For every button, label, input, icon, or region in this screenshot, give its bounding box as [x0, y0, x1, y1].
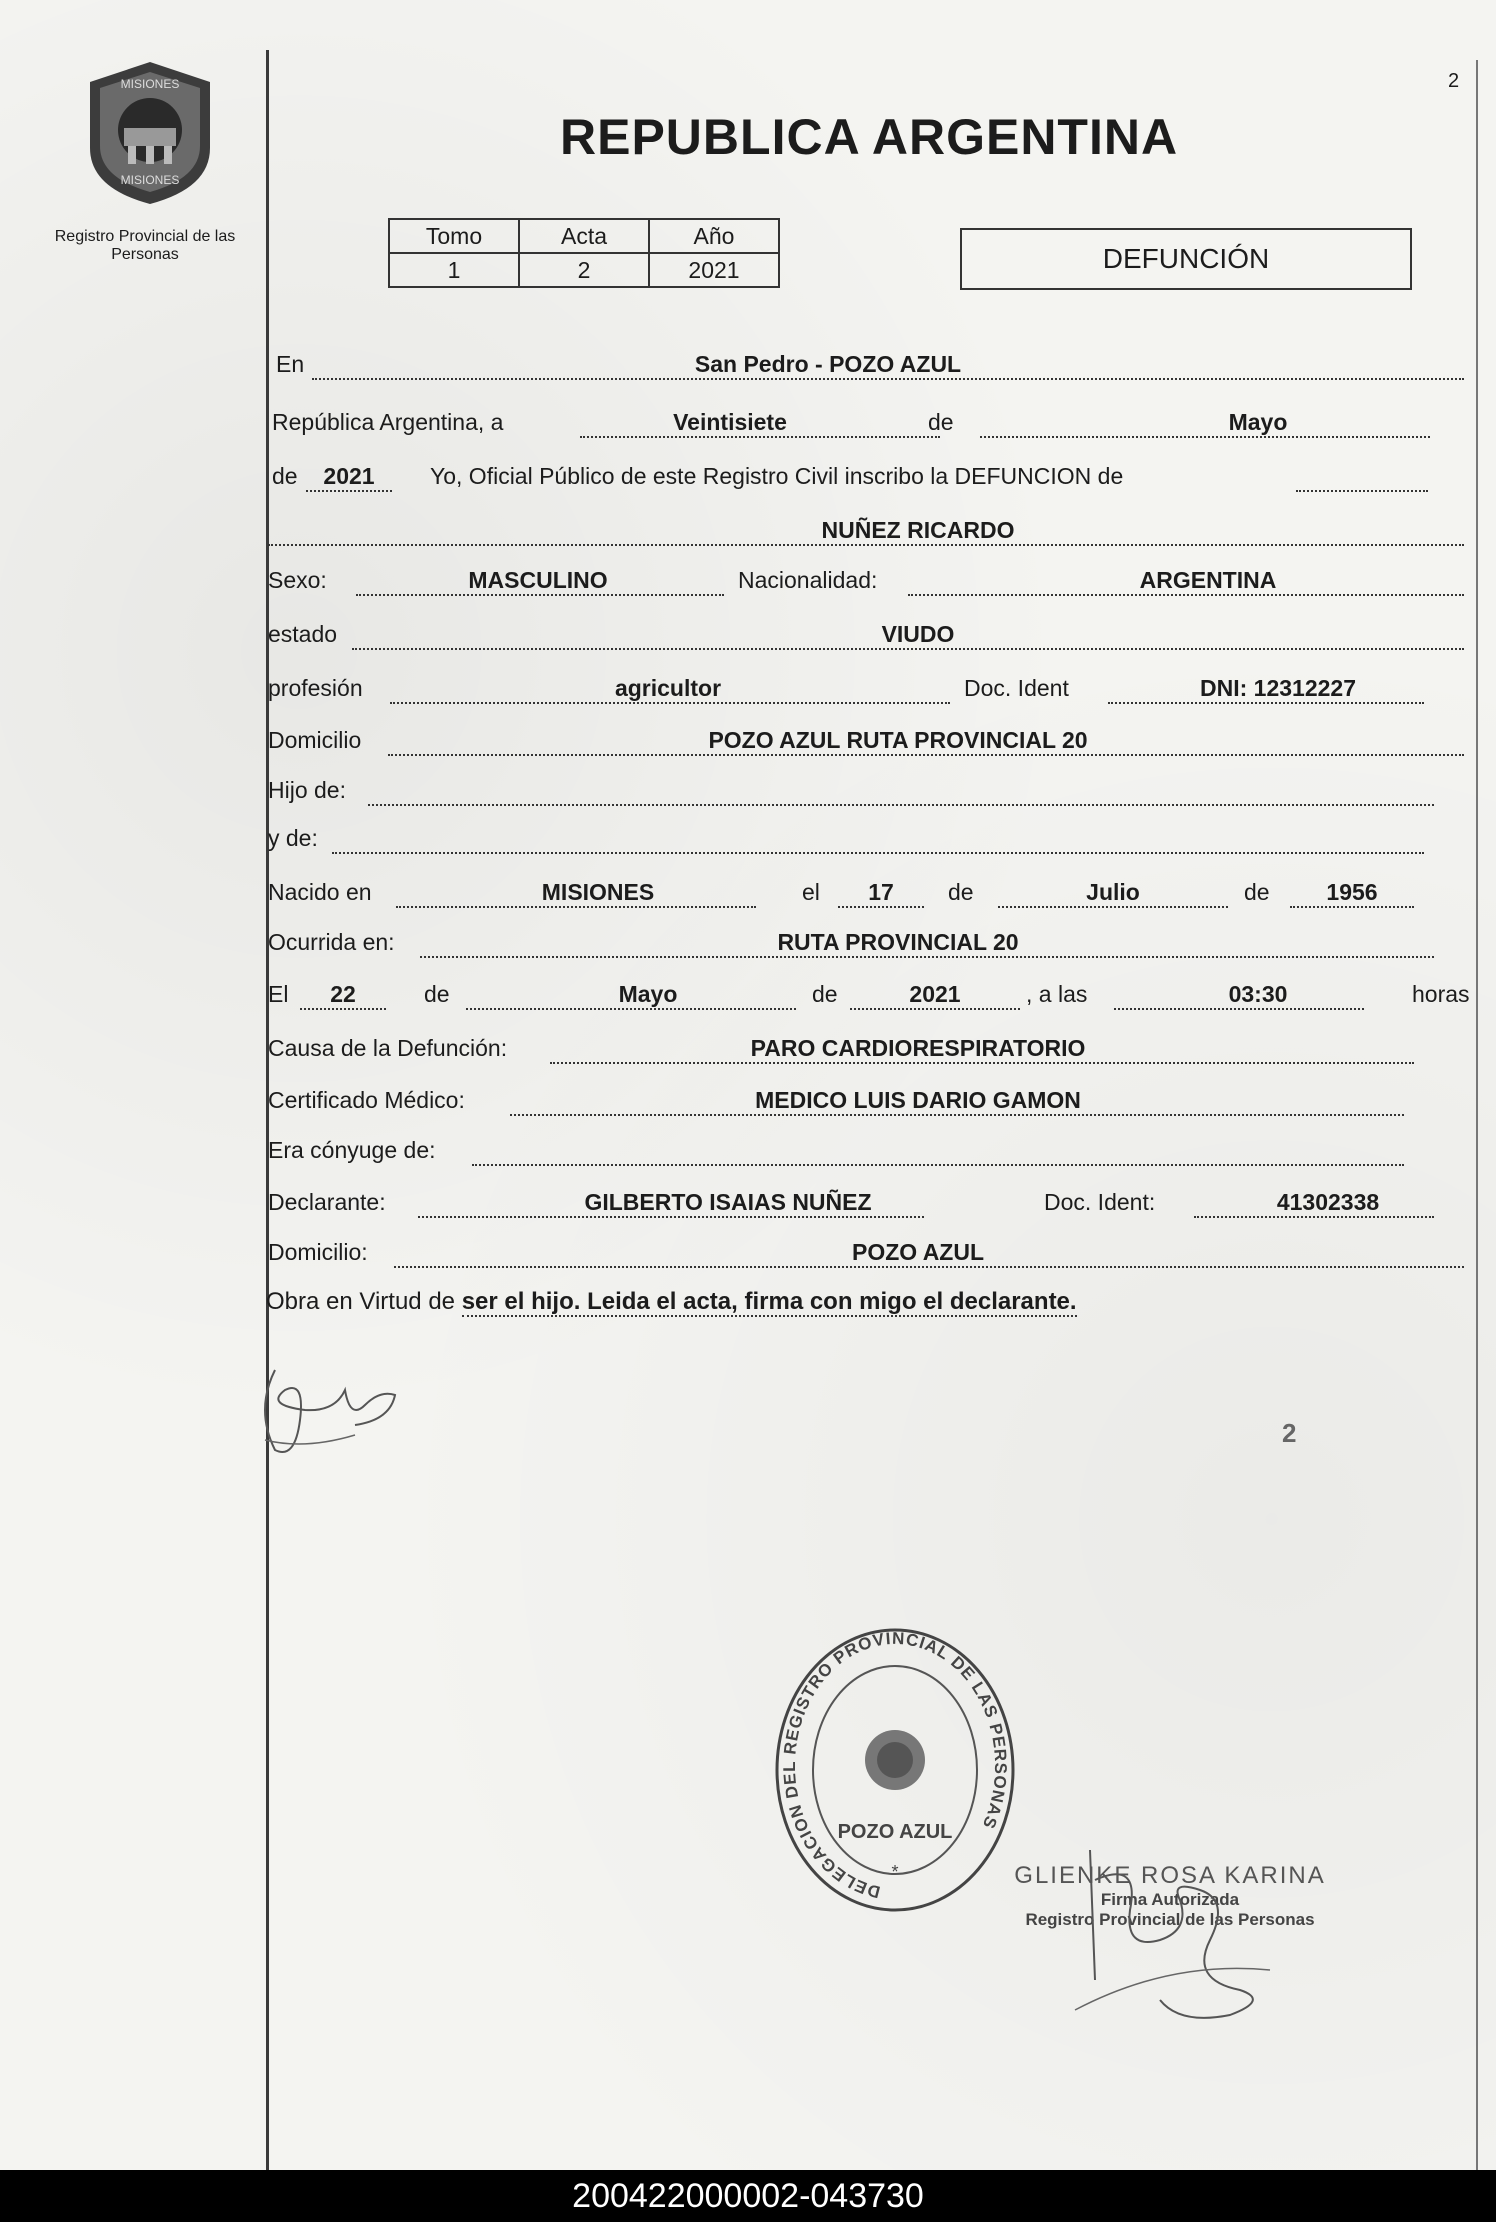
label-el: el	[802, 879, 820, 905]
act-type-box: DEFUNCIÓN	[960, 228, 1412, 290]
label-estado: estado	[268, 621, 338, 647]
label-a-las: , a las	[1026, 981, 1088, 1007]
dotted-line	[388, 754, 1464, 756]
value-year: 2021	[323, 463, 375, 489]
row-declarant	[268, 1182, 1464, 1222]
value-death-day: 22	[330, 981, 356, 1007]
dotted-line	[356, 594, 724, 596]
row-estado	[268, 614, 1464, 654]
row-hijo-de	[268, 770, 1464, 810]
seal-center-text: POZO AZUL	[837, 1821, 953, 1843]
seal-ring-text: DELEGACION DEL REGISTRO PROVINCIAL DE LAS PERSONAS	[780, 1628, 1011, 1902]
dotted-line	[1108, 702, 1424, 704]
value-declarante: GILBERTO ISAIAS NUÑEZ	[584, 1189, 872, 1215]
label-de-death-year: de	[812, 981, 838, 1007]
value-birth-year: 1956	[1326, 879, 1378, 905]
official-signature	[1070, 1840, 1280, 2030]
tomo-header: Tomo	[389, 219, 519, 253]
row-y-de	[268, 818, 1464, 858]
label-obra: Obra en Virtud de	[266, 1288, 456, 1315]
label-domicilio-declarante: Domicilio:	[268, 1239, 368, 1265]
value-deceased-name: NUÑEZ RICARDO	[821, 517, 1015, 543]
label-profesion: profesión	[268, 675, 363, 701]
label-de: de	[928, 409, 954, 435]
dotted-line	[312, 378, 1464, 380]
label-doc-ident-declarante: Doc. Ident:	[1044, 1189, 1156, 1215]
label-de-birth-year: de	[1244, 879, 1270, 905]
page-title: REPUBLICA ARGENTINA	[560, 109, 1179, 165]
acta-header: Acta	[519, 219, 649, 253]
label-causa: Causa de la Defunción:	[268, 1035, 508, 1061]
value-doc-ident: DNI: 12312227	[1200, 675, 1356, 701]
dotted-line	[1296, 490, 1428, 492]
row-date	[268, 402, 1464, 442]
dotted-line	[332, 852, 1424, 854]
authority-role: Firma Autorizada	[1100, 1890, 1240, 1909]
dotted-line	[580, 436, 940, 438]
dotted-line	[268, 544, 1464, 546]
dotted-line	[394, 1266, 1464, 1268]
row-obra	[266, 1288, 1077, 1316]
page-number: 2	[1448, 70, 1460, 92]
label-sexo: Sexo:	[268, 567, 327, 593]
value-declarante-domicilio: POZO AZUL	[851, 1239, 985, 1265]
province-emblem-logo	[80, 58, 220, 208]
declarant-signature	[245, 1350, 415, 1470]
row-year	[268, 456, 1464, 496]
value-place: San Pedro - POZO AZUL	[694, 351, 962, 377]
side-mark: 2	[1282, 1418, 1297, 1448]
value-ocurrida-en: RUTA PROVINCIAL 20	[777, 929, 1019, 955]
right-margin-line	[1476, 60, 1478, 2180]
dotted-line	[850, 1008, 1020, 1010]
label-en: En	[276, 351, 305, 377]
dotted-line	[980, 436, 1430, 438]
value-domicilio: POZO AZUL RUTA PROVINCIAL 20	[708, 727, 1088, 753]
dotted-line	[510, 1114, 1404, 1116]
dotted-line	[466, 1008, 796, 1010]
document-barcode-footer: 200422000002-043730	[0, 2170, 1496, 2222]
label-horas: horas	[1412, 981, 1470, 1007]
official-seal	[770, 1620, 1020, 1920]
dotted-line	[908, 594, 1464, 596]
dotted-line	[1194, 1216, 1434, 1218]
emblem-top-text: MISIONES	[120, 77, 180, 91]
row-cause	[268, 1028, 1464, 1068]
label-certificado: Certificado Médico:	[268, 1087, 465, 1113]
row-declarant-address	[268, 1232, 1464, 1272]
row-sex-nationality	[268, 560, 1464, 600]
svg-text:*: *	[891, 1862, 899, 1882]
row-deceased	[268, 510, 1464, 550]
value-birth-day: 17	[868, 879, 894, 905]
dotted-line	[420, 956, 1434, 958]
dotted-line	[998, 906, 1228, 908]
dotted-line	[390, 702, 950, 704]
dotted-line	[418, 1216, 924, 1218]
label-nacido-en: Nacido en	[268, 879, 372, 905]
label-republica: República Argentina, a	[272, 409, 504, 435]
value-birth-month: Julio	[1086, 879, 1140, 905]
label-de-birth: de	[948, 879, 974, 905]
row-profession	[268, 668, 1464, 708]
dotted-line	[396, 906, 756, 908]
value-nacido-en: MISIONES	[541, 879, 655, 905]
dotted-line	[1114, 1008, 1364, 1010]
value-death-month: Mayo	[618, 981, 678, 1007]
row-place	[268, 344, 1464, 384]
value-causa: PARO CARDIORESPIRATORIO	[750, 1035, 1086, 1061]
value-month: Mayo	[1228, 409, 1288, 435]
value-obra-text: ser el hijo. Leida el acta, firma con migo el declarante.	[461, 1288, 1077, 1315]
label-nacionalidad: Nacionalidad:	[738, 567, 878, 593]
label-doc-ident: Doc. Ident	[964, 675, 1069, 701]
row-death-date	[268, 974, 1470, 1014]
emblem-bottom-text: MISIONES	[120, 173, 180, 187]
row-domicilio	[268, 720, 1464, 760]
label-yo-text: Yo, Oficial Público de este Registro Civil inscribo la DEFUNCION de	[430, 463, 1124, 489]
label-domicilio: Domicilio	[268, 727, 362, 753]
authority-org: Registro Provincial de las Personas	[1025, 1910, 1315, 1929]
label-de-year: de	[272, 463, 298, 489]
value-nacionalidad: ARGENTINA	[1139, 567, 1277, 593]
dotted-line	[300, 1008, 386, 1010]
label-ocurrida-en: Ocurrida en:	[268, 929, 395, 955]
dotted-line	[1290, 906, 1414, 908]
label-de-death: de	[424, 981, 450, 1007]
label-el-cap: El	[268, 981, 289, 1007]
dotted-line	[306, 490, 392, 492]
dotted-line	[838, 906, 924, 908]
book-reference-table	[388, 218, 780, 288]
row-birth	[268, 872, 1464, 912]
label-y-de: y de:	[268, 825, 318, 851]
anio-header: Año	[649, 219, 779, 253]
label-declarante: Declarante:	[268, 1189, 386, 1215]
value-certificado: MEDICO LUIS DARIO GAMON	[755, 1087, 1081, 1113]
value-sexo: MASCULINO	[468, 567, 608, 593]
row-certificate	[268, 1080, 1464, 1120]
value-day-words: Veintisiete	[673, 409, 787, 435]
dotted-line	[472, 1164, 1404, 1166]
label-hijo-de: Hijo de:	[268, 777, 346, 803]
dotted-line	[352, 648, 1464, 650]
authority-name: GLIENKE ROSA KARINA	[1014, 1862, 1326, 1889]
dotted-line	[368, 804, 1434, 806]
anio-value: 2021	[649, 253, 779, 287]
label-conyuge: Era cónyuge de:	[268, 1137, 436, 1163]
value-profesion: agricultor	[614, 675, 722, 701]
row-occurred	[268, 922, 1464, 962]
value-declarante-doc: 41302338	[1276, 1189, 1380, 1215]
value-estado: VIUDO	[881, 621, 955, 647]
acta-value: 2	[519, 253, 649, 287]
tomo-value: 1	[389, 253, 519, 287]
registry-name: Registro Provincial de las Personas	[54, 228, 236, 263]
value-death-time: 03:30	[1228, 981, 1288, 1007]
dotted-line	[550, 1062, 1414, 1064]
row-spouse	[268, 1130, 1464, 1170]
value-death-year: 2021	[909, 981, 961, 1007]
